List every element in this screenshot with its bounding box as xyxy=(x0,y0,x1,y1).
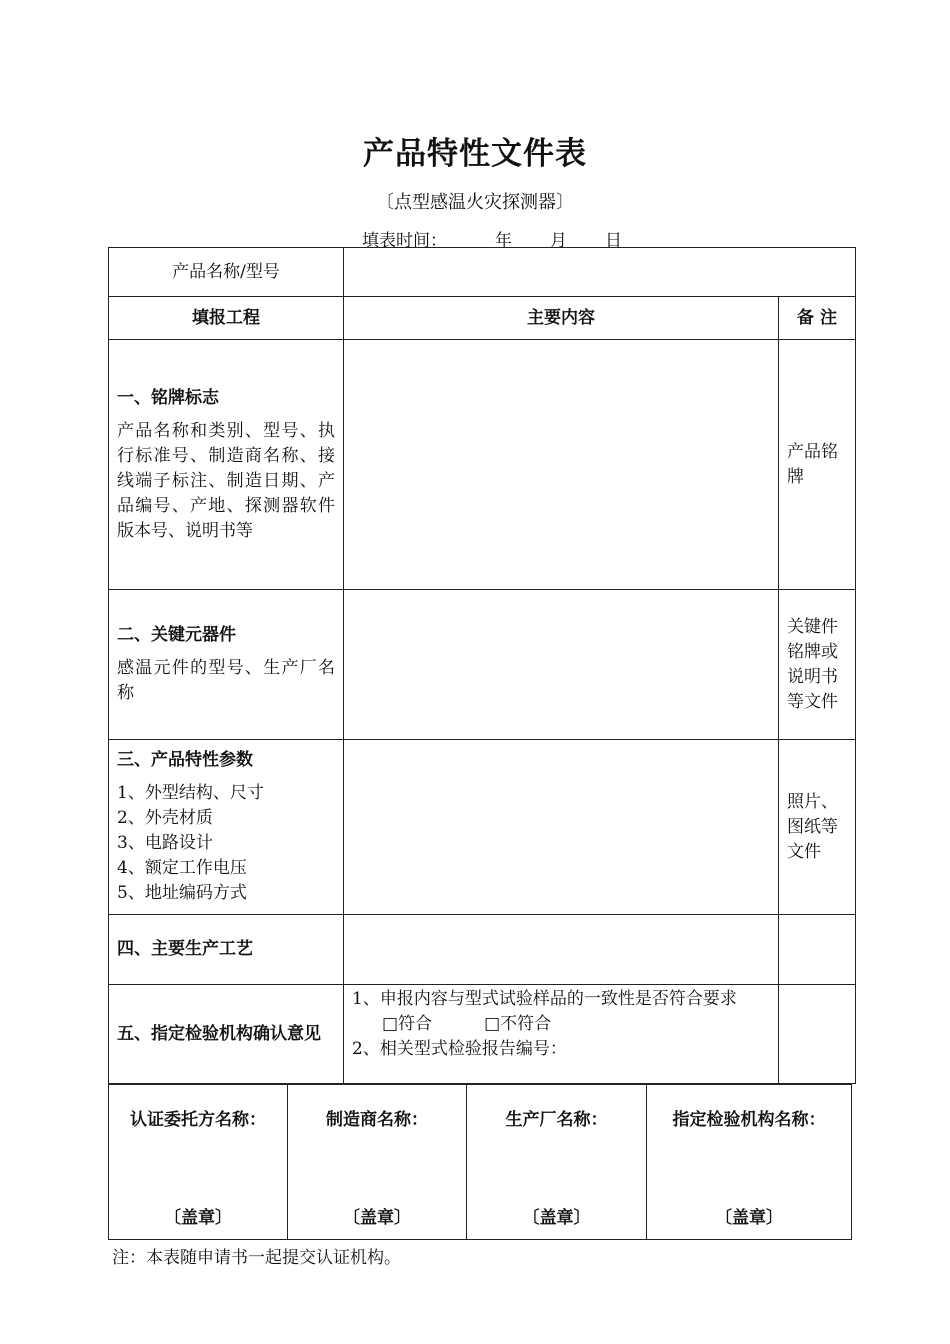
parameter-list xyxy=(117,781,335,906)
section-item-cell xyxy=(109,915,344,985)
signature-cell-factory[interactable] xyxy=(467,1085,647,1240)
header-content: 主要内容 xyxy=(344,297,779,340)
signature-table xyxy=(108,1084,852,1240)
section-remark xyxy=(779,985,856,1084)
parameter-item: 5、地址编码方式 xyxy=(117,883,247,903)
seal-placeholder: 〔盖章〕 xyxy=(164,1208,232,1228)
section-description: 产品名称和类别、型号、执行标准号、制造商名称、接线端子标注、制造日期、产品编号、产地、探测器软件版本号、说明书等 xyxy=(117,420,335,541)
option-nonconform-checkbox[interactable]: □不符合 xyxy=(484,1014,552,1034)
section-title: 五、指定检验机构确认意见 xyxy=(117,1023,321,1044)
page-subtitle: 〔点型感温火灾探测器〕 xyxy=(376,192,574,213)
signature-label: 生产厂名称： xyxy=(505,1110,608,1130)
fill-date-month: 月 xyxy=(550,231,567,251)
product-name-value[interactable] xyxy=(344,248,856,297)
section-row-confirmation xyxy=(109,985,856,1084)
seal-placeholder: 〔盖章〕 xyxy=(343,1208,411,1228)
parameter-item: 1、外型结构、尺寸 xyxy=(117,783,264,803)
section-item-cell xyxy=(109,740,344,915)
section-title: 一、铭牌标志 xyxy=(117,387,219,408)
section-row-nameplate xyxy=(109,340,856,590)
signature-label: 指定检验机构名称： xyxy=(672,1110,826,1130)
parameter-item: 3、电路设计 xyxy=(117,833,213,853)
signature-label: 制造商名称： xyxy=(326,1110,428,1130)
section-remark xyxy=(779,915,856,985)
header-item: 填报工程 xyxy=(109,297,344,340)
section-remark: 关键件铭牌或说明书等文件 xyxy=(779,590,856,740)
parameter-item: 2、外壳材质 xyxy=(117,808,213,828)
confirmation-content-cell xyxy=(344,985,779,1084)
report-number-label: 2、相关型式检验报告编号： xyxy=(352,1039,567,1059)
product-name-row xyxy=(109,248,856,297)
header-remark: 备 注 xyxy=(779,297,856,340)
signature-label: 认证委托方名称： xyxy=(130,1110,266,1130)
section-title: 二、关键元器件 xyxy=(117,625,236,645)
section-title: 三、产品特性参数 xyxy=(117,750,253,770)
signature-cell-applicant[interactable] xyxy=(109,1085,288,1240)
product-name-label: 产品名称/型号 xyxy=(109,248,344,297)
footnote: 注：本表随申请书一起提交认证机构。 xyxy=(112,1248,401,1268)
section-item-cell xyxy=(109,985,344,1084)
section-row-process xyxy=(109,915,856,985)
section-description: 感温元件的型号、生产厂名称 xyxy=(117,658,335,703)
section-title: 四、主要生产工艺 xyxy=(117,939,253,959)
seal-placeholder: 〔盖章〕 xyxy=(522,1208,591,1228)
product-characteristics-table xyxy=(108,247,856,1084)
option-conform-checkbox[interactable]: □符合 xyxy=(382,1014,433,1034)
fill-date-day: 日 xyxy=(605,231,622,251)
fill-date-year: 年 xyxy=(495,231,512,251)
confirmation-options xyxy=(352,1012,770,1037)
section-content-cell[interactable] xyxy=(344,590,779,740)
section-content-cell[interactable] xyxy=(344,915,779,985)
page-title: 产品特性文件表 xyxy=(363,136,587,172)
section-row-parameters xyxy=(109,740,856,915)
fill-date-label: 填表时间： xyxy=(362,231,447,251)
seal-placeholder: 〔盖章〕 xyxy=(715,1208,783,1228)
consistency-question: 1、申报内容与型式试验样品的一致性是否符合要求 xyxy=(352,989,737,1009)
parameter-item: 4、额定工作电压 xyxy=(117,858,247,878)
section-content-cell[interactable] xyxy=(344,340,779,590)
section-item-cell xyxy=(109,340,344,590)
signature-cell-inspection[interactable] xyxy=(647,1085,852,1240)
section-content-cell[interactable] xyxy=(344,740,779,915)
table-header-row xyxy=(109,297,856,340)
section-remark: 照片、图纸等文件 xyxy=(779,740,856,915)
section-row-key-components xyxy=(109,590,856,740)
section-remark: 产品铭牌 xyxy=(779,340,856,590)
signature-cell-manufacturer[interactable] xyxy=(288,1085,467,1240)
section-item-cell xyxy=(109,590,344,740)
